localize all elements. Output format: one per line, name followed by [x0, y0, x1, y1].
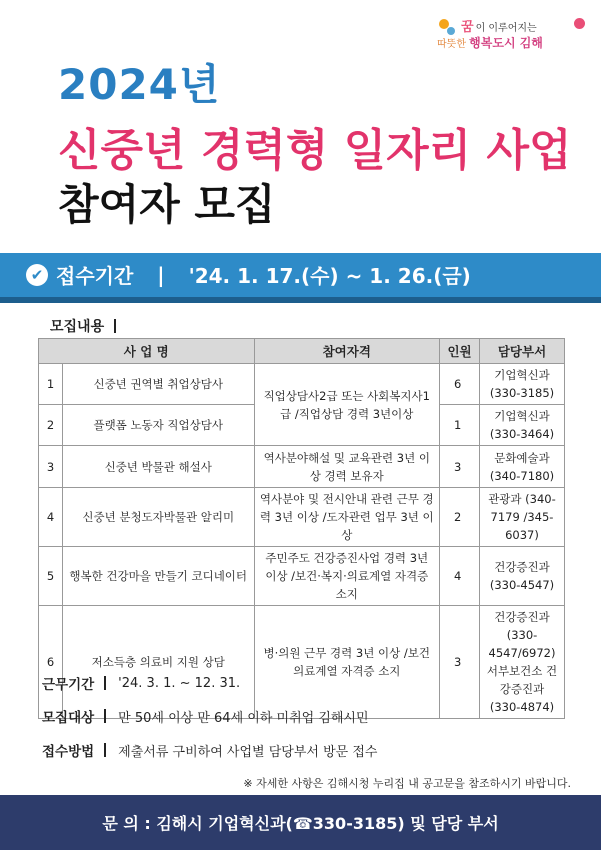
method-label: 접수방법 — [42, 744, 95, 760]
recruit-section-label — [50, 316, 116, 336]
row-count: 4 — [440, 547, 480, 606]
city-logo — [437, 10, 587, 52]
target-value: 만 50세 이상 만 64세 이하 미취업 김해시민 — [118, 710, 369, 726]
page-subtitle: 참여자 모집 — [58, 180, 276, 229]
table-row — [39, 446, 565, 488]
table-row — [39, 547, 565, 606]
header-business-name: 사 업 명 — [39, 339, 255, 364]
work-period-row — [42, 673, 240, 693]
table-row — [39, 364, 565, 405]
table-row — [39, 606, 565, 719]
logo-line1-rest: 이 이루어지는 — [475, 23, 537, 34]
row-qualification: 역사분야 및 전시안내 관련 근무 경력 3년 이상 /도자관련 업무 3년 이상 — [254, 488, 440, 547]
reference-note: ※ 자세한 사항은 김해시청 누리집 내 공고문을 참조하시기 바랍니다. — [243, 777, 571, 790]
row-qualification: 병·의원 근무 경력 3년 이상 /보건의료계열 자격증 소지 — [254, 606, 440, 719]
table-row — [39, 488, 565, 547]
logo-dream-text: 꿈 — [461, 20, 474, 35]
row-number: 6 — [39, 606, 63, 719]
row-qualification: 직업상담사2급 또는 사회복지사1급 /직업상담 경력 3년이상 — [254, 364, 440, 446]
row-department: 건강증진과 (330-4547/6972) 서부보건소 건강증진과 (330-4874) — [480, 606, 565, 719]
check-circle-icon: ✔ — [26, 264, 48, 286]
work-period-value: '24. 3. 1. ~ 12. 31. — [118, 675, 241, 691]
section-divider — [104, 676, 106, 690]
row-department: 기업혁신과 (330-3464) — [480, 405, 565, 446]
row-business-name: 행복한 건강마을 만들기 코디네이터 — [62, 547, 254, 606]
section-divider — [104, 709, 106, 723]
row-number: 1 — [39, 364, 63, 405]
row-business-name: 저소득층 의료비 지원 상담 — [62, 606, 254, 719]
title-year: 2024년 — [58, 60, 221, 109]
row-count: 3 — [440, 446, 480, 488]
target-label: 모집대상 — [42, 710, 95, 726]
contact-footer — [0, 795, 601, 850]
row-qualification: 역사분야해설 및 교육관련 3년 이상 경력 보유자 — [254, 446, 440, 488]
row-qualification: 주민주도 건강증진사업 경력 3년 이상 /보건·복지·의료계열 자격증 소지 — [254, 547, 440, 606]
row-number: 2 — [39, 405, 63, 446]
logo-slogan-line2 — [437, 34, 543, 51]
recruit-section-text: 모집내용 — [50, 319, 105, 335]
application-period-band — [0, 253, 601, 297]
section-divider — [104, 743, 106, 757]
method-value: 제출서류 구비하여 사업별 담당부서 방문 접수 — [118, 744, 378, 760]
target-row — [42, 706, 369, 726]
application-period-separator: | — [157, 262, 165, 287]
row-number: 3 — [39, 446, 63, 488]
logo-line2-prefix: 따뜻한 — [437, 39, 466, 50]
row-count: 2 — [440, 488, 480, 547]
row-number: 4 — [39, 488, 63, 547]
contact-text: 문 의 : 김해시 기업혁신과(☎330-3185) 및 담당 부서 — [102, 814, 499, 833]
jobs-table — [38, 338, 565, 719]
section-divider — [114, 319, 116, 333]
row-count: 1 — [440, 405, 480, 446]
row-department: 기업혁신과 (330-3185) — [480, 364, 565, 405]
row-business-name: 신중년 분청도자박물관 알리미 — [62, 488, 254, 547]
logo-slogan-line1 — [461, 16, 537, 35]
header-qualification: 참여자격 — [254, 339, 440, 364]
row-department: 관광과 (340-7179 /345-6037) — [480, 488, 565, 547]
logo-city-name: 행복도시 김해 — [469, 36, 543, 50]
row-number: 5 — [39, 547, 63, 606]
page-title: 신중년 경력형 일자리 사업 — [58, 125, 572, 176]
row-business-name: 신중년 박물관 해설사 — [62, 446, 254, 488]
header-count: 인원 — [440, 339, 480, 364]
table-header-row — [39, 339, 565, 364]
application-period-value: '24. 1. 17.(수) ~ 1. 26.(금) — [188, 264, 471, 288]
row-department: 문화예술과 (340-7180) — [480, 446, 565, 488]
row-business-name: 신중년 권역별 취업상담사 — [62, 364, 254, 405]
work-period-label: 근무기간 — [42, 677, 95, 693]
logo-dot-pink-icon — [574, 18, 585, 29]
row-department: 건강증진과 (330-4547) — [480, 547, 565, 606]
method-row — [42, 740, 377, 760]
row-count: 3 — [440, 606, 480, 719]
row-business-name: 플랫폼 노동자 직업상담사 — [62, 405, 254, 446]
header-department: 담당부서 — [480, 339, 565, 364]
application-period-label: 접수기간 — [56, 264, 134, 288]
row-count: 6 — [440, 364, 480, 405]
